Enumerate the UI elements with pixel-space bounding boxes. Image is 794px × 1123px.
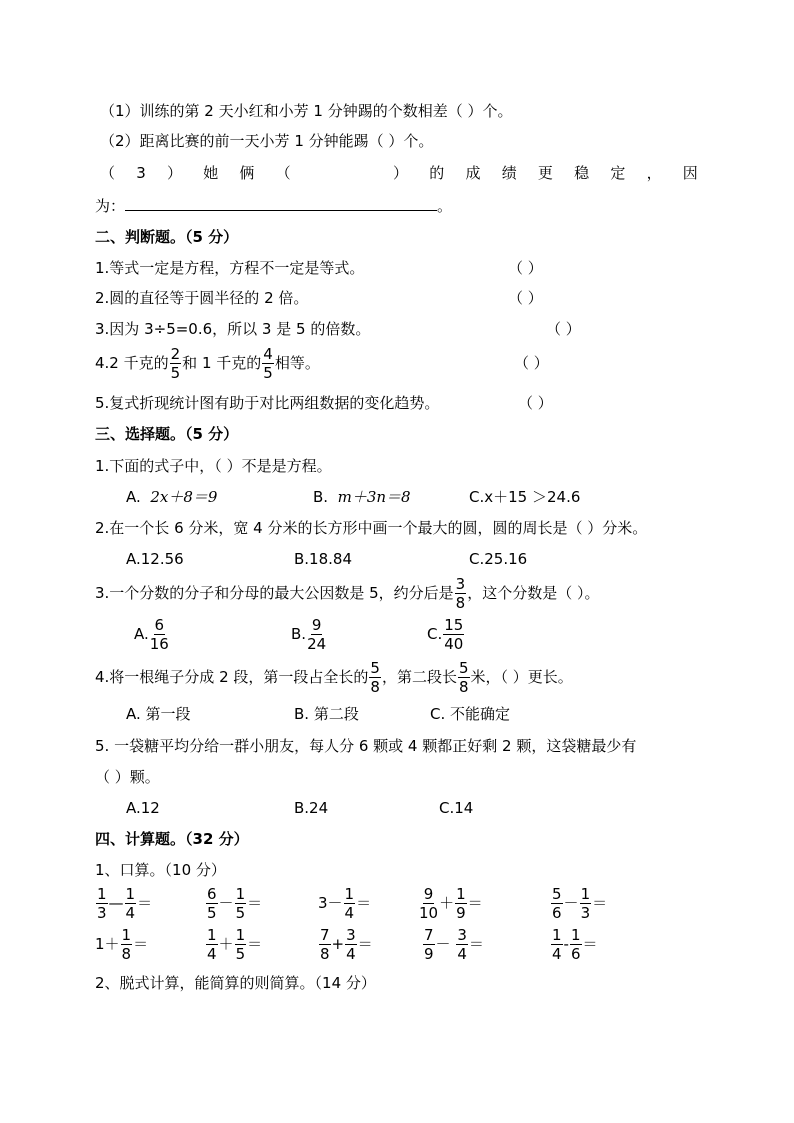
- option-label: C.: [469, 488, 485, 506]
- q3-char: ）: [166, 164, 182, 182]
- q3-char: ，: [646, 164, 662, 182]
- option-expr: m＋3n＝8: [337, 488, 411, 506]
- judge-item-5: 5.复式折现统计图有助于对比两组数据的变化趋势。: [95, 394, 440, 412]
- q3-char: 定: [610, 164, 626, 182]
- choice-q4-stem: [95, 660, 573, 695]
- choice-q5-option-c[interactable]: C.14: [439, 799, 474, 817]
- judge-4-mid: 和 1 千克的: [182, 354, 262, 372]
- judge-paren-1[interactable]: （ ）: [508, 259, 543, 277]
- oral-calc-heading: 1、口算。（10 分）: [95, 861, 226, 879]
- option-label: B.: [313, 488, 329, 506]
- q4-post: 米，（ ）更长。: [470, 668, 573, 686]
- choice-q5-line2: （ ）颗。: [95, 768, 160, 786]
- choice-q3-option-a[interactable]: [134, 617, 170, 652]
- judge-item-1: 1.等式一定是方程，方程不一定是等式。: [95, 259, 365, 277]
- section-2-heading: 二、判断题。（5 分）: [95, 228, 239, 246]
- judge-paren-3[interactable]: （ ）: [546, 320, 581, 338]
- fraction: $\frac{5}{8}$: [458, 658, 469, 696]
- judge-4-pre: 4.2 千克的: [95, 354, 169, 372]
- q3-char: 她: [203, 164, 219, 182]
- choice-q3-option-b[interactable]: [291, 617, 327, 652]
- q3-label: 为：: [95, 197, 126, 215]
- q4-pre: 4.将一根绳子分成 2 段，第一段占全长的: [95, 668, 369, 686]
- q3-char: （: [100, 164, 116, 182]
- judge-item-3: 3.因为 3÷5=0.6，所以 3 是 5 的倍数。: [95, 320, 371, 338]
- stepwise-calc-heading: 2、脱式计算，能简算的则简算。（14 分）: [95, 974, 376, 992]
- choice-q1-stem: 1.下面的式子中，（ ）不是是方程。: [95, 457, 332, 475]
- oral-calc-item: $\frac{6}{5}$ － $\frac{1}{5}$ ＝: [207, 884, 263, 922]
- oral-calc-item: $\frac{1}{4}$ ＋ $\frac{1}{5}$ ＝: [207, 925, 263, 963]
- section-4-heading: 四、计算题。（32 分）: [95, 830, 249, 848]
- choice-q3-option-c[interactable]: [427, 617, 465, 652]
- fraction: $\frac{2}{5}$: [170, 344, 181, 382]
- judge-item-4: [95, 346, 320, 381]
- q3-char: 3: [136, 164, 146, 182]
- question-3-line1: [100, 163, 698, 183]
- option-label: B.: [291, 625, 307, 643]
- judge-4-post: 相等。: [274, 354, 320, 372]
- choice-q5-option-a[interactable]: A.12: [126, 799, 160, 817]
- fraction: $\frac{4}{5}$: [263, 344, 273, 382]
- answer-blank[interactable]: [125, 196, 437, 211]
- q3-char: 的: [429, 164, 445, 182]
- fraction: $\frac{9}{24}$: [307, 615, 327, 653]
- q3-end: 。: [437, 197, 453, 215]
- judge-paren-2[interactable]: （ ）: [508, 289, 543, 307]
- judge-paren-4[interactable]: （ ）: [514, 354, 549, 372]
- question-2: （2）距离比赛的前一天小芳 1 分钟能踢（ ）个。: [100, 132, 434, 150]
- oral-calc-item: $\frac{9}{10}$ ＋ $\frac{1}{9}$ ＝: [419, 884, 483, 922]
- option-label: A.: [134, 625, 149, 643]
- choice-q1-option-a[interactable]: [126, 487, 217, 507]
- oral-calc-item: $\frac{1}{4}$ - $\frac{1}{6}$ ＝: [552, 925, 598, 963]
- question-3-line2: [95, 196, 452, 216]
- fraction: $\frac{15}{40}$: [444, 615, 464, 653]
- option-label: C.: [427, 625, 443, 643]
- choice-q4-option-c[interactable]: C. 不能确定: [430, 705, 511, 723]
- q3-pre: 3.一个分数的分子和分母的最大公因数是 5，约分后是: [95, 584, 454, 602]
- choice-q4-option-b[interactable]: B. 第二段: [294, 705, 359, 723]
- q3-char: 俩: [239, 164, 255, 182]
- q3-char: 稳: [574, 164, 590, 182]
- judge-paren-5[interactable]: （ ）: [518, 394, 553, 412]
- q3-char: （: [275, 164, 291, 182]
- q3-char: 成: [465, 164, 481, 182]
- fraction: $\frac{5}{8}$: [370, 658, 380, 696]
- oral-calc-item: $\frac{7}{8}$ + $\frac{3}{4}$ ＝: [320, 925, 373, 963]
- section-3-heading: 三、选择题。（5 分）: [95, 425, 239, 443]
- choice-q3-stem: [95, 576, 599, 611]
- choice-q2-option-b[interactable]: B.18.84: [294, 550, 353, 568]
- q3-char: 因: [682, 164, 698, 182]
- q3-char: 绩: [501, 164, 517, 182]
- choice-q1-option-b[interactable]: [313, 487, 411, 507]
- oral-calc-item: $\frac{5}{6}$ － $\frac{1}{3}$ ＝: [552, 884, 608, 922]
- judge-item-2: 2.圆的直径等于圆半径的 2 倍。: [95, 289, 309, 307]
- choice-q2-option-c[interactable]: C.25.16: [469, 550, 528, 568]
- choice-q5-line1: 5. 一袋糖平均分给一群小朋友，每人分 6 颗或 4 颗都正好剩 2 颗，这袋糖最少有: [95, 737, 637, 755]
- oral-calc-item: $\frac{1}{3}$ — $\frac{1}{4}$ ＝: [97, 884, 153, 922]
- oral-calc-item: 3－ $\frac{1}{4}$ ＝: [318, 884, 372, 922]
- choice-q4-option-a[interactable]: A. 第一段: [126, 705, 191, 723]
- choice-q2-stem: 2.在一个长 6 分米，宽 4 分米的长方形中画一个最大的圆，圆的周长是（ ）分米。: [95, 519, 648, 537]
- option-expr: 2x＋8＝9: [150, 488, 218, 506]
- choice-q5-option-b[interactable]: B.24: [294, 799, 329, 817]
- choice-q2-option-a[interactable]: A.12.56: [126, 550, 184, 568]
- fraction: $\frac{6}{16}$: [149, 615, 169, 653]
- option-label: A.: [126, 488, 141, 506]
- choice-q1-option-c[interactable]: [469, 487, 580, 507]
- q4-mid: ，第二段长: [381, 668, 457, 686]
- q3-char: ）: [393, 164, 409, 182]
- question-1: （1）训练的第 2 天小红和小芳 1 分钟踢的个数相差（ ）个。: [100, 102, 513, 120]
- fraction: $\frac{3}{8}$: [455, 574, 466, 612]
- oral-calc-item: $\frac{7}{9}$ － $\frac{3}{4}$ ＝: [424, 925, 484, 963]
- q3-post: ，这个分数是（ ）。: [467, 584, 600, 602]
- option-expr: x＋15 ＞24.6: [484, 488, 581, 506]
- q3-char: 更: [537, 164, 553, 182]
- oral-calc-item: 1＋ $\frac{1}{8}$ ＝: [95, 925, 149, 963]
